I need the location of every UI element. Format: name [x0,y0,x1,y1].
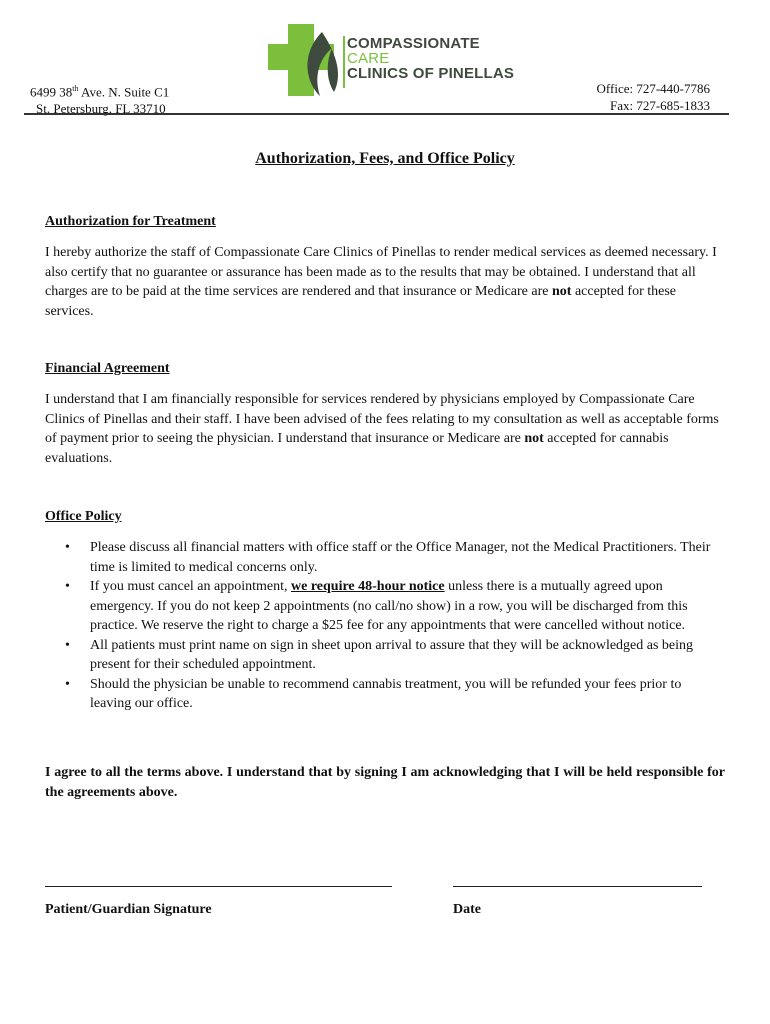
list-item: • If you must cancel an appointment, we require 48-hour notice unless there is a mutually agreed upon emergency. If you do not keep 2 appointments (no call/no show) in a row, you will be discharged from this practice. We reserve the right to charge a $25 fee for any appointments that were cancelled without notice. [65,579,688,633]
logo-line-2: CARE [347,50,390,67]
clinic-contact [597,80,710,114]
date-line[interactable] [453,886,702,887]
bullet: • [65,637,70,653]
signature-line[interactable] [45,886,392,887]
ordinal-suffix: th [72,84,79,93]
date-label: Date [453,902,481,917]
clinic-address [30,80,169,117]
list-item: • Should the physician be unable to recommend cannabis treatment, you will be refunded your fees prior to leaving our office. [65,676,682,711]
address-line-1: 6499 38th Ave. N. Suite C1 [30,84,170,100]
bullet: • [65,676,70,692]
logo-wordmark [347,36,514,81]
logo-line-1: COMPASSIONATE [347,35,480,52]
authorization-paragraph: I hereby authorize the staff of Compassionate Care Clinics of Pinellas to render medical services as deemed necessary. I also certify that no guarantee or assurance has been made as to the results that may be obtained. I understand that all charges are to be paid at the time services are rendered and that insurance or Medicare are not accepted for these services. [45,245,717,319]
signature-label: Patient/Guardian Signature [45,902,212,917]
logo-line-3: CLINICS OF PINELLAS [347,65,515,82]
fax-number: Fax: 727-685-1833 [609,98,710,113]
list-item: • All patients must print name on sign in sheet upon arrival to assure that they will be acknowledged as being present for their scheduled appointment. [65,637,694,672]
bullet: • [65,540,70,555]
office-policy-list [45,538,725,714]
address-line-2: St. Petersburg, FL 33710 [36,101,166,117]
authorization-heading: Authorization for Treatment [45,214,216,229]
agreement-statement: I agree to all the terms above. I understand that by signing I am acknowledging that I will be held responsible for the agreements above. [45,765,725,800]
office-phone: Office: 727-440-7786 [596,81,710,96]
bullet: • [65,579,70,594]
list-item: • Please discuss all financial matters with office staff or the Office Manager, not the Medical Practitioners. Their time is limited to medical concerns only. [65,540,711,575]
financial-heading: Financial Agreement [45,361,170,376]
page-title: Authorization, Fees, and Office Policy [255,150,515,167]
office-policy-heading: Office Policy [45,509,122,524]
header-divider [24,113,729,115]
financial-paragraph: I understand that I am financially responsible for services rendered by physicians employed by Compassionate Care Clinics of Pinellas and their staff. I have been advised of the fees relating to my consultation as well as acceptable forms of payment prior to seeing the physician. I understand that insurance or Medicare are not accepted for cannabis evaluations. [45,392,719,466]
